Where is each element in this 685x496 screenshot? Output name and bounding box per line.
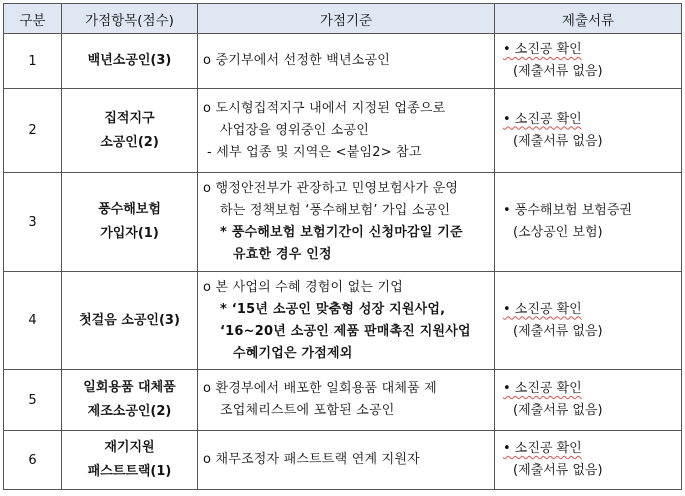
required-docs [495, 431, 682, 490]
row-number: 5 [4, 370, 62, 431]
bonus-criteria [198, 370, 495, 431]
table-row [4, 34, 682, 89]
criteria-note-line: 유효한 경우 인정 [233, 247, 332, 262]
docs-line: (제출서류 없음) [513, 463, 603, 478]
docs-line: (제출서류 없음) [513, 133, 603, 149]
header-docs: 제출서류 [495, 4, 682, 34]
bonus-item-line: 재기지원 [104, 440, 155, 455]
bonus-item [62, 431, 198, 490]
docs-line: • 소진공 확인 [503, 381, 582, 396]
criteria-line: 하는 정책보험 ‘풍수해보험’ 가입 소공인 [220, 203, 451, 218]
bonus-item-line: 가입자(1) [100, 226, 159, 241]
bonus-item [62, 34, 198, 89]
docs-line: • 소진공 확인 [503, 111, 582, 127]
table-row [4, 272, 682, 370]
table-row [4, 431, 682, 490]
criteria-note-line: * ‘15년 소공인 맞춤형 성장 지원사업, [220, 301, 446, 317]
bonus-criteria [198, 272, 495, 370]
docs-line: (제출서류 없음) [513, 323, 603, 339]
bonus-item-line: 패스트트랙(1) [87, 464, 172, 479]
table-row [4, 370, 682, 431]
bonus-item-line: 소공인(2) [100, 134, 159, 150]
bonus-criteria-table [3, 3, 682, 490]
bonus-item-line: 집적지구 [104, 110, 155, 126]
bonus-item [62, 173, 198, 272]
criteria-line: o 중기부에서 선정한 백년소공인 [203, 53, 391, 68]
bonus-item-line: 제조소공인(2) [87, 404, 172, 419]
row-number: 2 [4, 89, 62, 173]
bonus-item-line: 첫걸음 소공인(3) [79, 312, 180, 328]
docs-line: • 소진공 확인 [503, 301, 582, 317]
bonus-item-line: 풍수해보험 [98, 202, 161, 217]
row-number: 3 [4, 173, 62, 272]
bonus-item [62, 370, 198, 431]
bonus-item [62, 89, 198, 173]
criteria-note-line: * 풍수해보험 보험기간이 신청마감일 기준 [220, 225, 463, 240]
required-docs [495, 89, 682, 173]
row-number: 1 [4, 34, 62, 89]
bonus-criteria [198, 89, 495, 173]
header-item: 가점항목(점수) [62, 4, 198, 34]
header-no: 구분 [4, 4, 62, 34]
row-number: 6 [4, 431, 62, 490]
bonus-criteria [198, 34, 495, 89]
row-number: 4 [4, 272, 62, 370]
criteria-line: o 환경부에서 배포한 일회용품 대체품 제 [203, 381, 437, 396]
criteria-note-line: ‘16~20년 소공인 제품 판매촉진 지원사업 [220, 323, 471, 339]
bonus-item-line: 일회용품 대체품 [83, 380, 176, 395]
table-row [4, 89, 682, 173]
required-docs [495, 173, 682, 272]
header-criteria: 가점기준 [198, 4, 495, 34]
table-row [4, 173, 682, 272]
docs-line: (제출서류 없음) [513, 64, 603, 79]
criteria-line: o 도시형집적지구 내에서 지정된 업종으로 [203, 100, 446, 116]
bonus-item-line: 백년소공인(3) [87, 53, 172, 68]
criteria-note-line: 수혜기업은 가점제외 [233, 345, 353, 361]
criteria-line: o 본 사업의 수혜 경험이 없는 기업 [203, 279, 404, 295]
docs-line: • 소진공 확인 [503, 42, 582, 57]
criteria-line: o 채무조정자 패스트트랙 연계 지원자 [203, 452, 420, 467]
bonus-criteria [198, 173, 495, 272]
table-header-row [4, 4, 682, 34]
criteria-line: 조업체리스트에 포함된 소공인 [220, 403, 395, 418]
docs-line: • 풍수해보험 보험증권 [503, 203, 632, 218]
required-docs [495, 370, 682, 431]
bonus-item [62, 272, 198, 370]
criteria-line: 사업장을 영위중인 소공인 [220, 122, 370, 138]
bonus-criteria [198, 431, 495, 490]
docs-line: (제출서류 없음) [513, 403, 603, 418]
docs-line: (소상공인 보험) [513, 225, 603, 240]
docs-line: • 소진공 확인 [503, 441, 582, 456]
required-docs [495, 34, 682, 89]
criteria-line: o 행정안전부가 관장하고 민영보험사가 운영 [203, 181, 459, 196]
bonus-criteria-table-wrapper [3, 3, 682, 490]
required-docs [495, 272, 682, 370]
criteria-line: - 세부 업종 및 지역은 <붙임2> 참고 [207, 144, 422, 160]
